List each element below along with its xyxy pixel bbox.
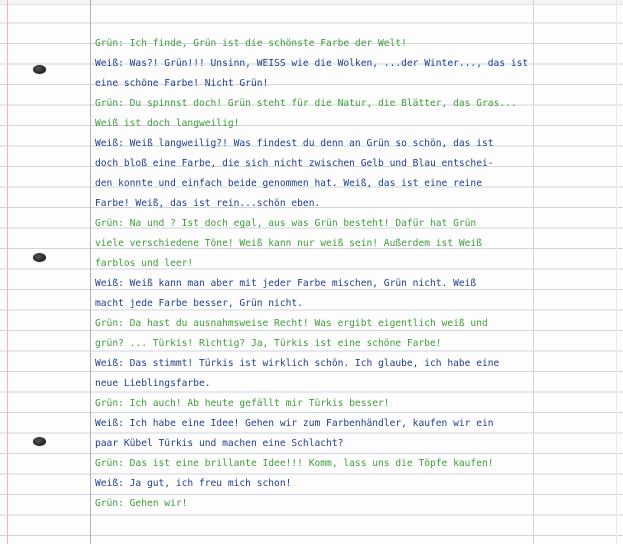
punch-hole	[33, 253, 46, 262]
dialogue-line: neue Lieblingsfarbe.	[95, 378, 211, 389]
dialogue-line: Weiß ist doch langweilig!	[95, 118, 240, 129]
dialogue-line: Weiß: Weiß langweilig?! Was findest du denn an Grün so schön, das ist	[95, 138, 494, 149]
punch-hole	[33, 65, 46, 74]
dialogue-line: Grün: Da hast du ausnahmsweise Recht! Was ergibt eigentlich weiß und	[95, 318, 488, 329]
dialogue-line: viele verschiedene Töne! Weiß kann nur weiß sein! Außerdem ist Weiß	[95, 238, 482, 249]
right-edge-line	[616, 0, 617, 544]
dialogue-line: Grün: Du spinnst doch! Grün steht für die Natur, die Blätter, das Gras...	[95, 98, 517, 109]
dialogue-line: Weiß: Das stimmt! Türkis ist wirklich schön. Ich glaube, ich habe eine	[95, 358, 500, 369]
dialogue-line: Weiß: Ich habe eine Idee! Gehen wir zum Farbenhändler, kaufen wir ein	[95, 418, 494, 429]
dialogue-line: den konnte und einfach beide genommen hat. Weiß, das ist eine reine	[95, 178, 482, 189]
dialogue-line: Grün: Ich finde, Grün ist die schönste Farbe der Welt!	[95, 38, 407, 49]
dialogue-line: Grün: Das ist eine brillante Idee!!! Komm, lass uns die Töpfe kaufen!	[95, 458, 494, 469]
dialogue-line: grün? ... Türkis! Richtig? Ja, Türkis ist eine schöne Farbe!	[95, 338, 442, 349]
dialogue-line: Weiß: Weiß kann man aber mit jeder Farbe mischen, Grün nicht. Weiß	[95, 278, 477, 289]
dialogue-line: Weiß: Was?! Grün!!! Unsinn, WEISS wie die Wolken, ...der Winter..., das ist	[95, 58, 529, 69]
dialogue-line: Grün: Gehen wir!	[95, 498, 188, 509]
dialogue-line: doch bloß eine Farbe, die sich nicht zwischen Gelb und Blau entschei-	[95, 158, 494, 169]
left-margin-line	[90, 0, 91, 544]
dialogue-line: Farbe! Weiß, das ist rein...schön eben.	[95, 198, 321, 209]
dialogue-line: Grün: Na und ? Ist doch egal, aus was Grün besteht! Dafür hat Grün	[95, 218, 477, 229]
page-top-edge	[0, 0, 623, 5]
dialogue-line: farblos und leer!	[95, 258, 194, 269]
dialogue-line: Weiß: Ja gut, ich freu mich schon!	[95, 478, 292, 489]
dialogue-line: Grün: Ich auch! Ab heute gefällt mir Türkis besser!	[95, 398, 390, 409]
dialogue-line: macht jede Farbe besser, Grün nicht.	[95, 298, 303, 309]
dialogue-line: eine schöne Farbe! Nicht Grün!	[95, 78, 269, 89]
punch-hole	[33, 437, 46, 446]
dialogue-line: paar Kübel Türkis und machen eine Schlacht?	[95, 438, 344, 449]
dialogue-text	[95, 34, 535, 514]
left-red-margin-line	[7, 0, 8, 544]
